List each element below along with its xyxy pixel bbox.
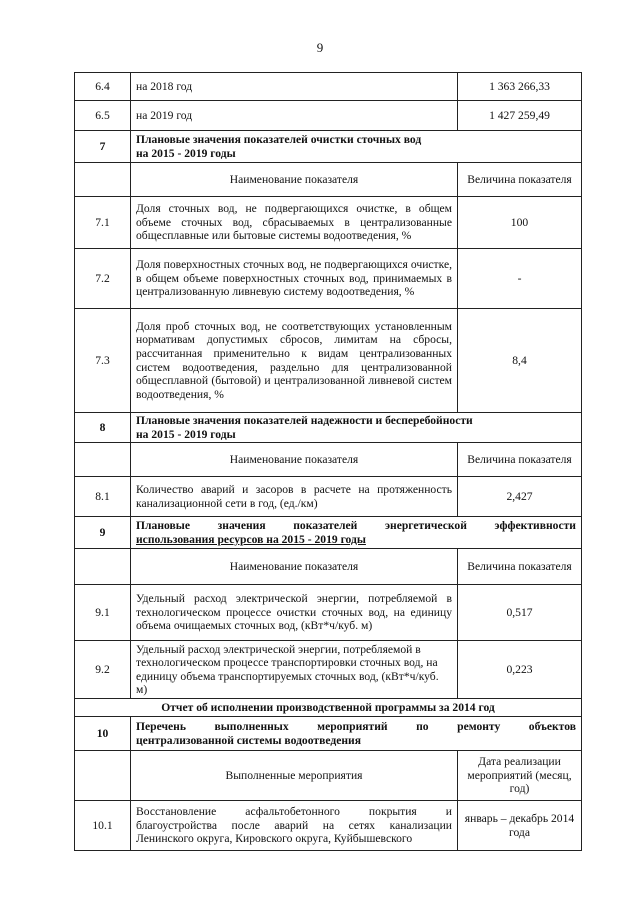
section-title-line: на 2015 - 2019 годы	[136, 146, 236, 160]
row-number: 6.4	[75, 73, 131, 101]
section-title-line: централизованной системы водоотведения	[136, 733, 361, 747]
row-text: Доля сточных вод, не подвергающихся очистке, в общем объеме сточных вод, сбрасываемых в централизованные общесплавные или бытовые системы водоотведения, %	[131, 197, 458, 249]
header-row	[75, 163, 582, 197]
row-number: 8.1	[75, 477, 131, 517]
section-title	[131, 517, 582, 549]
header-name: Наименование показателя	[131, 163, 458, 197]
section-number: 8	[75, 413, 131, 443]
row-text: на 2019 год	[131, 101, 458, 131]
report-title: Отчет об исполнении производственной программы за 2014 год	[75, 699, 582, 717]
header-row	[75, 751, 582, 801]
row-number: 9.1	[75, 585, 131, 641]
header-empty-cell	[75, 549, 131, 585]
section-title	[131, 717, 582, 751]
table-row	[75, 309, 582, 413]
table-row	[75, 477, 582, 517]
row-number: 7.2	[75, 249, 131, 309]
row-number: 6.5	[75, 101, 131, 131]
section-row	[75, 413, 582, 443]
header-value: Величина показателя	[458, 549, 582, 585]
section-title-underlined: использования ресурсов на 2015 - 2019 годы	[136, 532, 366, 546]
table-row	[75, 585, 582, 641]
row-number: 9.2	[75, 641, 131, 699]
section-number: 7	[75, 131, 131, 163]
row-number: 7.3	[75, 309, 131, 413]
table-row	[75, 801, 582, 851]
row-value: 1 363 266,33	[458, 73, 582, 101]
header-row	[75, 549, 582, 585]
page-number: 9	[316, 40, 324, 55]
table-row	[75, 73, 582, 101]
section-number: 10	[75, 717, 131, 751]
section-title	[131, 413, 582, 443]
header-name: Наименование показателя	[131, 443, 458, 477]
row-value: январь – декабрь 2014 года	[458, 801, 582, 851]
header-value: Дата реализации мероприятий (месяц, год)	[458, 751, 582, 801]
row-text: Доля проб сточных вод, не соответствующих установленным нормативам допустимых сбросов, лимитам на сбросы, рассчитанная применительно к видам централизованных систем водоотведения, раздельно для централизованной общесплавной (бытовой) и централизованной ливневой систем водоотведения, %	[131, 309, 458, 413]
row-value: 8,4	[458, 309, 582, 413]
section-title-line: Плановые значения показателей энергетической эффективности	[136, 519, 576, 533]
row-text: Восстановление асфальтобетонного покрытия и благоустройства после аварий на сетях канализации Ленинского округа, Кировского округа, Куйбышевского	[131, 801, 458, 851]
row-value: 2,427	[458, 477, 582, 517]
section-title-line: Перечень выполненных мероприятий по ремонту объектов	[136, 720, 576, 734]
row-text: на 2018 год	[131, 73, 458, 101]
row-text: Удельный расход электрической энергии, потребляемой в технологическом процессе транспортировки сточных вод, на единицу объема транспортируемых сточных вод, (кВт*ч/куб. м)	[131, 641, 458, 699]
table-row	[75, 249, 582, 309]
header-empty-cell	[75, 751, 131, 801]
indicators-table	[74, 72, 582, 851]
header-value: Величина показателя	[458, 443, 582, 477]
section-row	[75, 131, 582, 163]
section-title-line	[136, 533, 576, 547]
section-title-line: на 2015 - 2019 годы	[136, 427, 236, 441]
table-row	[75, 197, 582, 249]
table-row	[75, 641, 582, 699]
header-row	[75, 443, 582, 477]
header-empty-cell	[75, 163, 131, 197]
row-value: 0,517	[458, 585, 582, 641]
section-title	[131, 131, 582, 163]
row-text: Количество аварий и засоров в расчете на протяженность канализационной сети в год, (ед./км)	[131, 477, 458, 517]
row-text: Удельный расход электрической энергии, потребляемой в технологическом процессе очистки сточных вод, на единицу объема очищаемых сточных вод, (кВт*ч/куб. м)	[131, 585, 458, 641]
row-value: 0,223	[458, 641, 582, 699]
report-row	[75, 699, 582, 717]
row-value: -	[458, 249, 582, 309]
section-title-line: Плановые значения показателей очистки сточных вод	[136, 132, 422, 146]
section-number: 9	[75, 517, 131, 549]
section-row	[75, 517, 582, 549]
section-title-line: Плановые значения показателей надежности и бесперебойности	[136, 414, 473, 427]
row-text: Доля поверхностных сточных вод, не подвергающихся очистке, в общем объеме поверхностных сточных вод, принимаемых в централизованную ливневую систему водоотведения, %	[131, 249, 458, 309]
header-empty-cell	[75, 443, 131, 477]
header-name: Выполненные мероприятия	[131, 751, 458, 801]
table-row	[75, 101, 582, 131]
row-value: 1 427 259,49	[458, 101, 582, 131]
row-number: 7.1	[75, 197, 131, 249]
section-row	[75, 717, 582, 751]
row-value: 100	[458, 197, 582, 249]
header-name: Наименование показателя	[131, 549, 458, 585]
row-number: 10.1	[75, 801, 131, 851]
header-value: Величина показателя	[458, 163, 582, 197]
